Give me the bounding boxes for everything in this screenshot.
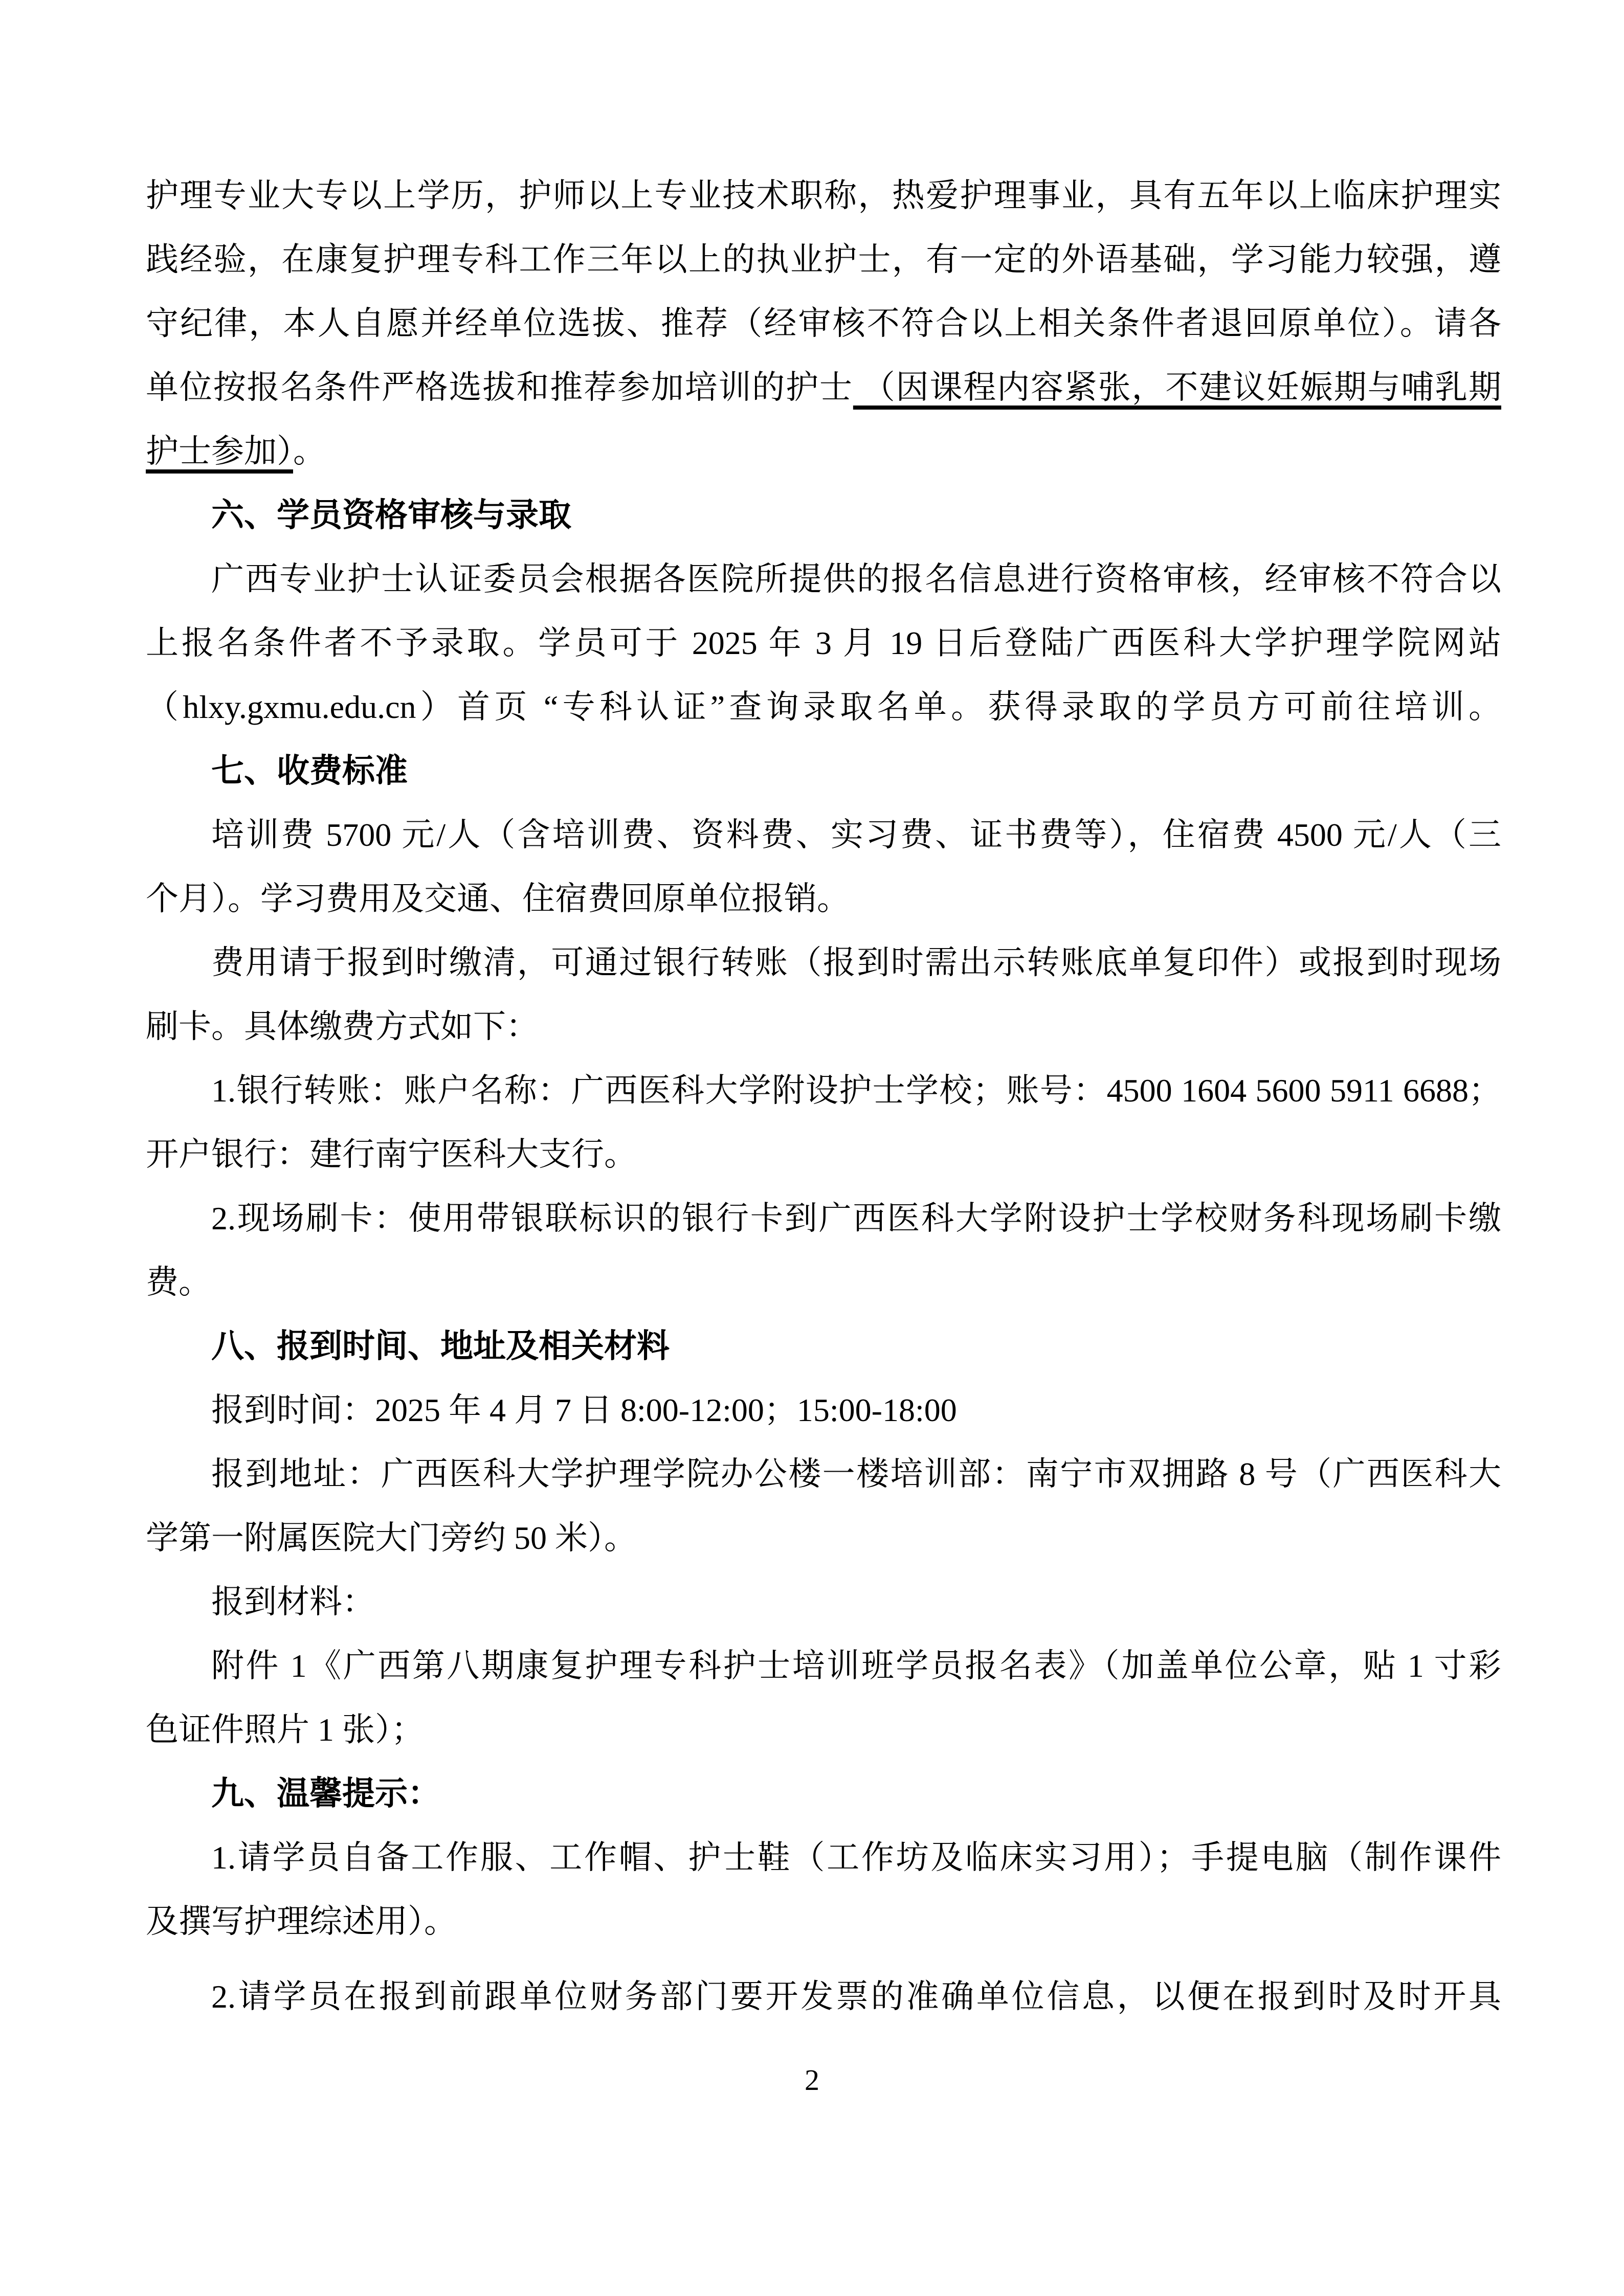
text-line [146,1122,1501,1186]
section-heading [146,483,1501,547]
text-run: 报到地址：广西医科大学护理学院办公楼一楼培训部：南宁市双拥路 8 号（广西医科大 [211,1456,1501,1492]
text-run: 个月）。学习费用及交通、住宿费回原单位报销。 [146,881,850,917]
text-run: 及撰写护理综述用）。 [146,1903,457,1940]
text-run: 八、报到时间、地址及相关材料 [211,1328,670,1364]
text-run: 。 [293,433,326,469]
text-run: 践经验，在康复护理专科工作三年以上的执业护士，有一定的外语基础，学习能力较强，遵 [146,241,1501,278]
text-line [146,803,1501,867]
text-line [146,611,1501,675]
text-line [146,1965,1501,2029]
text-run: 开户银行：建行南宁医科大支行。 [146,1136,637,1173]
text-run: 报到材料： [211,1584,375,1620]
text-line [146,547,1501,611]
text-run: 2.请学员在报到前跟单位财务部门要开发票的准确单位信息，以便在报到时及时开具 [211,1978,1501,2015]
text-line [146,1826,1501,1889]
text-run: 学第一附属医院大门旁约 50 米）。 [146,1520,637,1556]
document-body [146,164,1501,2029]
text-run: 报到时间：2025 年 4 月 7 日 8:00-12:00；15:00-18:00 [211,1392,957,1428]
text-line [146,1250,1501,1314]
text-line [146,995,1501,1059]
text-run: 1.请学员自备工作服、工作帽、护士鞋（工作坊及临床实习用）；手提电脑（制作课件 [211,1839,1501,1876]
text-run: （hlxy.gxmu.edu.cn）首页 “专科认证”查询录取名单。获得录取的学员方可前往培训。 [146,689,1501,725]
text-line [146,1634,1501,1698]
text-line [146,1889,1501,1953]
text-run: 费。 [146,1264,211,1300]
text-line [146,1442,1501,1506]
text-line [146,1059,1501,1122]
text-line [146,931,1501,995]
text-line [146,1378,1501,1442]
page-number: 2 [805,2063,819,2097]
text-line [146,1570,1501,1634]
text-run: 六、学员资格审核与录取 [211,497,571,533]
text-line [146,675,1501,739]
text-line [146,1506,1501,1570]
text-run: 色证件照片 1 张）； [146,1712,424,1748]
section-heading [146,1314,1501,1378]
text-run: 费用请于报到时缴清，可通过银行转账（报到时需出示转账底单复印件）或报到时现场 [211,944,1501,981]
text-run: 附件 1《广西第八期康复护理专科护士培训班学员报名表》（加盖单位公章，贴 1 寸彩 [211,1648,1501,1684]
section-heading [146,1762,1501,1826]
text-run: 2.现场刷卡：使用带银联标识的银行卡到广西医科大学附设护士学校财务科现场刷卡缴 [211,1200,1501,1236]
text-line [146,419,1501,483]
text-run: 七、收费标准 [211,753,408,789]
text-run: 1.银行转账：账户名称：广西医科大学附设护士学校；账号：4500 1604 5600 5911 6688； [211,1072,1501,1109]
text-run: 单位按报名条件严格选拔和推荐参加培训的护士 [146,369,853,406]
text-run: 护理专业大专以上学历，护师以上专业技术职称，热爱护理事业，具有五年以上临床护理实 [146,177,1501,214]
underlined-text: 护士参加） [146,433,293,469]
text-run: 守纪律，本人自愿并经单位选拔、推荐（经审核不符合以上相关条件者退回原单位）。请各 [146,305,1501,342]
text-line [146,1186,1501,1250]
text-line [146,291,1501,355]
text-line [146,867,1501,931]
text-run: 上报名条件者不予录取。学员可于 2025 年 3 月 19 日后登陆广西医科大学护理学院网站 [146,625,1501,661]
text-run: 九、温馨提示： [211,1775,440,1812]
text-line [146,228,1501,291]
text-line [146,355,1501,419]
text-run: 广西专业护士认证委员会根据各医院所提供的报名信息进行资格审核，经审核不符合以 [211,561,1501,597]
text-line [146,1698,1501,1762]
underlined-text: （因课程内容紧张，不建议妊娠期与哺乳期 [853,369,1502,406]
text-line [146,164,1501,228]
text-run: 刷卡。具体缴费方式如下： [146,1008,539,1045]
text-run: 培训费 5700 元/人（含培训费、资料费、实习费、证书费等），住宿费 4500 元/人（三 [211,817,1501,853]
section-heading [146,739,1501,803]
